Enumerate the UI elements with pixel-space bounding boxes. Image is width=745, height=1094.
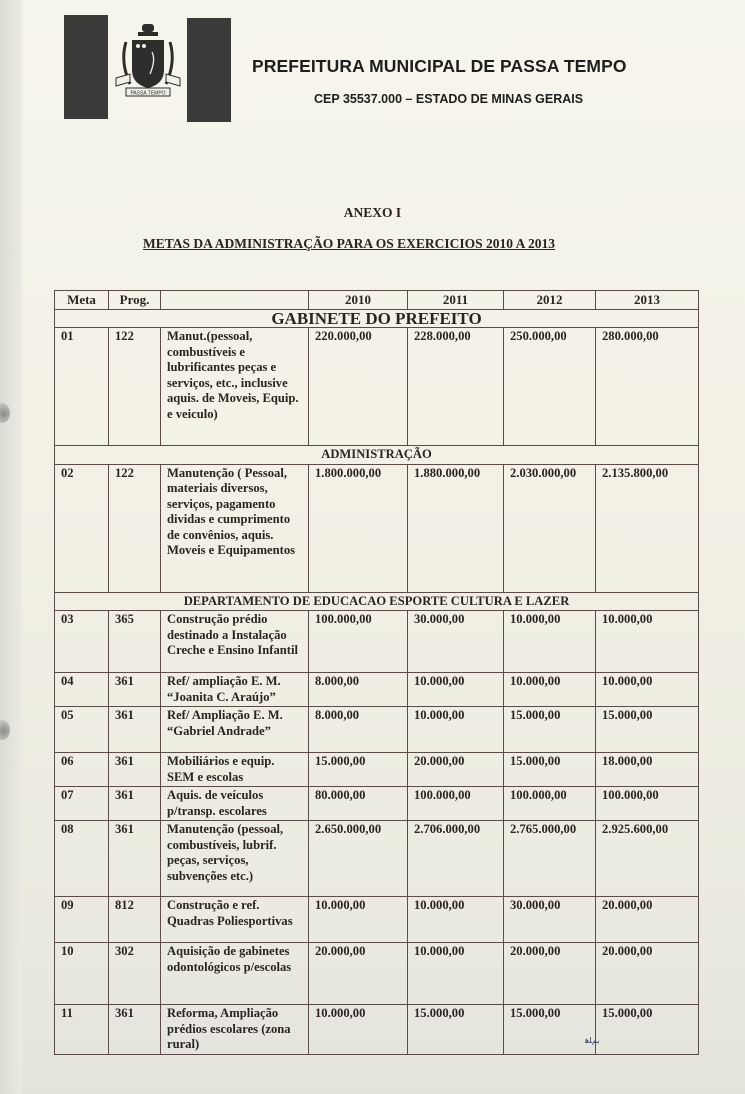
cell-value-2011: 30.000,00 — [408, 611, 504, 673]
cell-value-2012: 2.030.000,00 — [504, 464, 596, 592]
cell-value-2012: 10.000,00 — [504, 611, 596, 673]
column-header-meta: Meta — [55, 291, 109, 310]
annex-subtitle: METAS DA ADMINISTRAÇÃO PARA OS EXERCICIOS 2010 A 2013 — [143, 236, 556, 251]
cell-value-2013: 280.000,00 — [596, 328, 699, 446]
cell-value-2012: 15.000,00 — [504, 753, 596, 787]
cell-description: Mobiliários e equip. SEM e escolas — [161, 753, 309, 787]
cell-description: Aquisição de gabinetes odontológicos p/escolas — [161, 943, 309, 1005]
cell-value-2012: 100.000,00 — [504, 787, 596, 821]
cell-value-2012: 15.000,00 — [504, 707, 596, 753]
cell-value-2011: 15.000,00 — [408, 1005, 504, 1055]
table-row — [55, 821, 699, 897]
cell-meta: 08 — [55, 821, 109, 897]
cell-value-2010: 15.000,00 — [309, 753, 408, 787]
cell-description: Ref/ ampliação E. M. “Joanita C. Araújo” — [161, 673, 309, 707]
cell-value-2012: 15.000,00 — [504, 1005, 596, 1055]
cell-value-2013: 15.000,00 — [596, 1005, 699, 1055]
cell-value-2013: 20.000,00 — [596, 897, 699, 943]
cell-description: Construção e ref. Quadras Poliesportivas — [161, 897, 309, 943]
cell-value-2011: 10.000,00 — [408, 707, 504, 753]
cell-program: 361 — [109, 673, 161, 707]
table-header-row — [55, 291, 699, 310]
handwritten-initials: ﺑﻢﻠﻫ — [585, 1036, 600, 1045]
column-header-2013: 2013 — [596, 291, 699, 310]
cell-program: 361 — [109, 707, 161, 753]
cell-value-2013: 20.000,00 — [596, 943, 699, 1005]
cell-value-2013: 100.000,00 — [596, 787, 699, 821]
table-body — [55, 309, 699, 1054]
cell-value-2013: 2.925.600,00 — [596, 821, 699, 897]
cell-value-2013: 10.000,00 — [596, 611, 699, 673]
cell-value-2013: 18.000,00 — [596, 753, 699, 787]
cell-value-2010: 10.000,00 — [309, 1005, 408, 1055]
cell-value-2010: 100.000,00 — [309, 611, 408, 673]
column-header-2011: 2011 — [408, 291, 504, 310]
annex-title: ANEXO I — [343, 205, 402, 220]
table-row — [55, 1005, 699, 1055]
cell-value-2013: 15.000,00 — [596, 707, 699, 753]
cell-description: Construção prédio destinado a Instalação Creche e Ensino Infantil — [161, 611, 309, 673]
cell-description: Aquis. de veículos p/transp. escolares — [161, 787, 309, 821]
cell-program: 122 — [109, 328, 161, 446]
flag-right-band — [187, 18, 231, 122]
cell-description: Ref/ Ampliação E. M. “Gabriel Andrade” — [161, 707, 309, 753]
cell-meta: 09 — [55, 897, 109, 943]
cell-program: 122 — [109, 464, 161, 592]
crest-label: PASSA TEMPO — [130, 90, 166, 97]
cell-program: 302 — [109, 943, 161, 1005]
cell-program: 365 — [109, 611, 161, 673]
cell-value-2010: 220.000,00 — [309, 328, 408, 446]
cell-value-2012: 250.000,00 — [504, 328, 596, 446]
section-header-row — [55, 309, 699, 328]
column-header-2010: 2010 — [309, 291, 408, 310]
column-header-description — [161, 291, 309, 310]
table-row — [55, 787, 699, 821]
cell-value-2011: 10.000,00 — [408, 673, 504, 707]
cell-value-2011: 20.000,00 — [408, 753, 504, 787]
cell-description: Manutenção ( Pessoal, materiais diversos, serviços, pagamento dividas e cumprimento de convênios, aquis. Moveis e Equipamentos — [161, 464, 309, 592]
cell-value-2011: 10.000,00 — [408, 897, 504, 943]
cell-description: Reforma, Ampliação prédios escolares (zona rural) — [161, 1005, 309, 1055]
table-row — [55, 753, 699, 787]
table-row — [55, 897, 699, 943]
organization-name: PREFEITURA MUNICIPAL DE PASSA TEMPO — [252, 56, 627, 76]
column-header-prog: Prog. — [109, 291, 161, 310]
cell-value-2010: 8.000,00 — [309, 707, 408, 753]
cell-value-2010: 8.000,00 — [309, 673, 408, 707]
cell-meta: 10 — [55, 943, 109, 1005]
cell-value-2011: 228.000,00 — [408, 328, 504, 446]
cell-meta: 04 — [55, 673, 109, 707]
cell-value-2011: 10.000,00 — [408, 943, 504, 1005]
table-row — [55, 707, 699, 753]
cell-value-2013: 2.135.800,00 — [596, 464, 699, 592]
table-row — [55, 464, 699, 592]
cell-value-2013: 10.000,00 — [596, 673, 699, 707]
flag-left-band — [64, 15, 108, 119]
cell-value-2010: 10.000,00 — [309, 897, 408, 943]
municipal-coat-of-arms-icon — [112, 22, 184, 100]
cell-value-2010: 2.650.000,00 — [309, 821, 408, 897]
section-header-row — [55, 592, 699, 611]
cell-value-2010: 1.800.000,00 — [309, 464, 408, 592]
cell-program: 361 — [109, 753, 161, 787]
cell-program: 361 — [109, 821, 161, 897]
cell-value-2012: 30.000,00 — [504, 897, 596, 943]
organization-address: CEP 35537.000 – ESTADO DE MINAS GERAIS — [314, 92, 584, 106]
section-header-row — [55, 446, 699, 465]
cell-program: 361 — [109, 1005, 161, 1055]
cell-meta: 06 — [55, 753, 109, 787]
cell-value-2010: 80.000,00 — [309, 787, 408, 821]
cell-meta: 11 — [55, 1005, 109, 1055]
table-row — [55, 673, 699, 707]
section-title: DEPARTAMENTO DE EDUCACAO ESPORTE CULTURA E LAZER — [55, 592, 699, 611]
cell-meta: 07 — [55, 787, 109, 821]
cell-value-2011: 100.000,00 — [408, 787, 504, 821]
table-row — [55, 611, 699, 673]
section-title: GABINETE DO PREFEITO — [55, 309, 699, 328]
cell-meta: 05 — [55, 707, 109, 753]
column-header-2012: 2012 — [504, 291, 596, 310]
page-left-edge-shadow — [0, 0, 22, 1094]
table-row — [55, 943, 699, 1005]
cell-value-2012: 2.765.000,00 — [504, 821, 596, 897]
cell-description: Manutenção (pessoal, combustíveis, lubrif. peças, serviços, subvenções etc.) — [161, 821, 309, 897]
cell-meta: 03 — [55, 611, 109, 673]
cell-value-2011: 1.880.000,00 — [408, 464, 504, 592]
cell-meta: 01 — [55, 328, 109, 446]
table-row — [55, 328, 699, 446]
section-title: ADMINISTRAÇÃO — [55, 446, 699, 465]
cell-meta: 02 — [55, 464, 109, 592]
cell-value-2012: 10.000,00 — [504, 673, 596, 707]
cell-program: 361 — [109, 787, 161, 821]
goals-table — [54, 290, 699, 1055]
cell-description: Manut.(pessoal, combustíveis e lubrificantes peças e serviços, etc., inclusive aquis. de Moveis, Equip. e veiculo) — [161, 328, 309, 446]
cell-program: 812 — [109, 897, 161, 943]
cell-value-2012: 20.000,00 — [504, 943, 596, 1005]
cell-value-2010: 20.000,00 — [309, 943, 408, 1005]
cell-value-2011: 2.706.000,00 — [408, 821, 504, 897]
